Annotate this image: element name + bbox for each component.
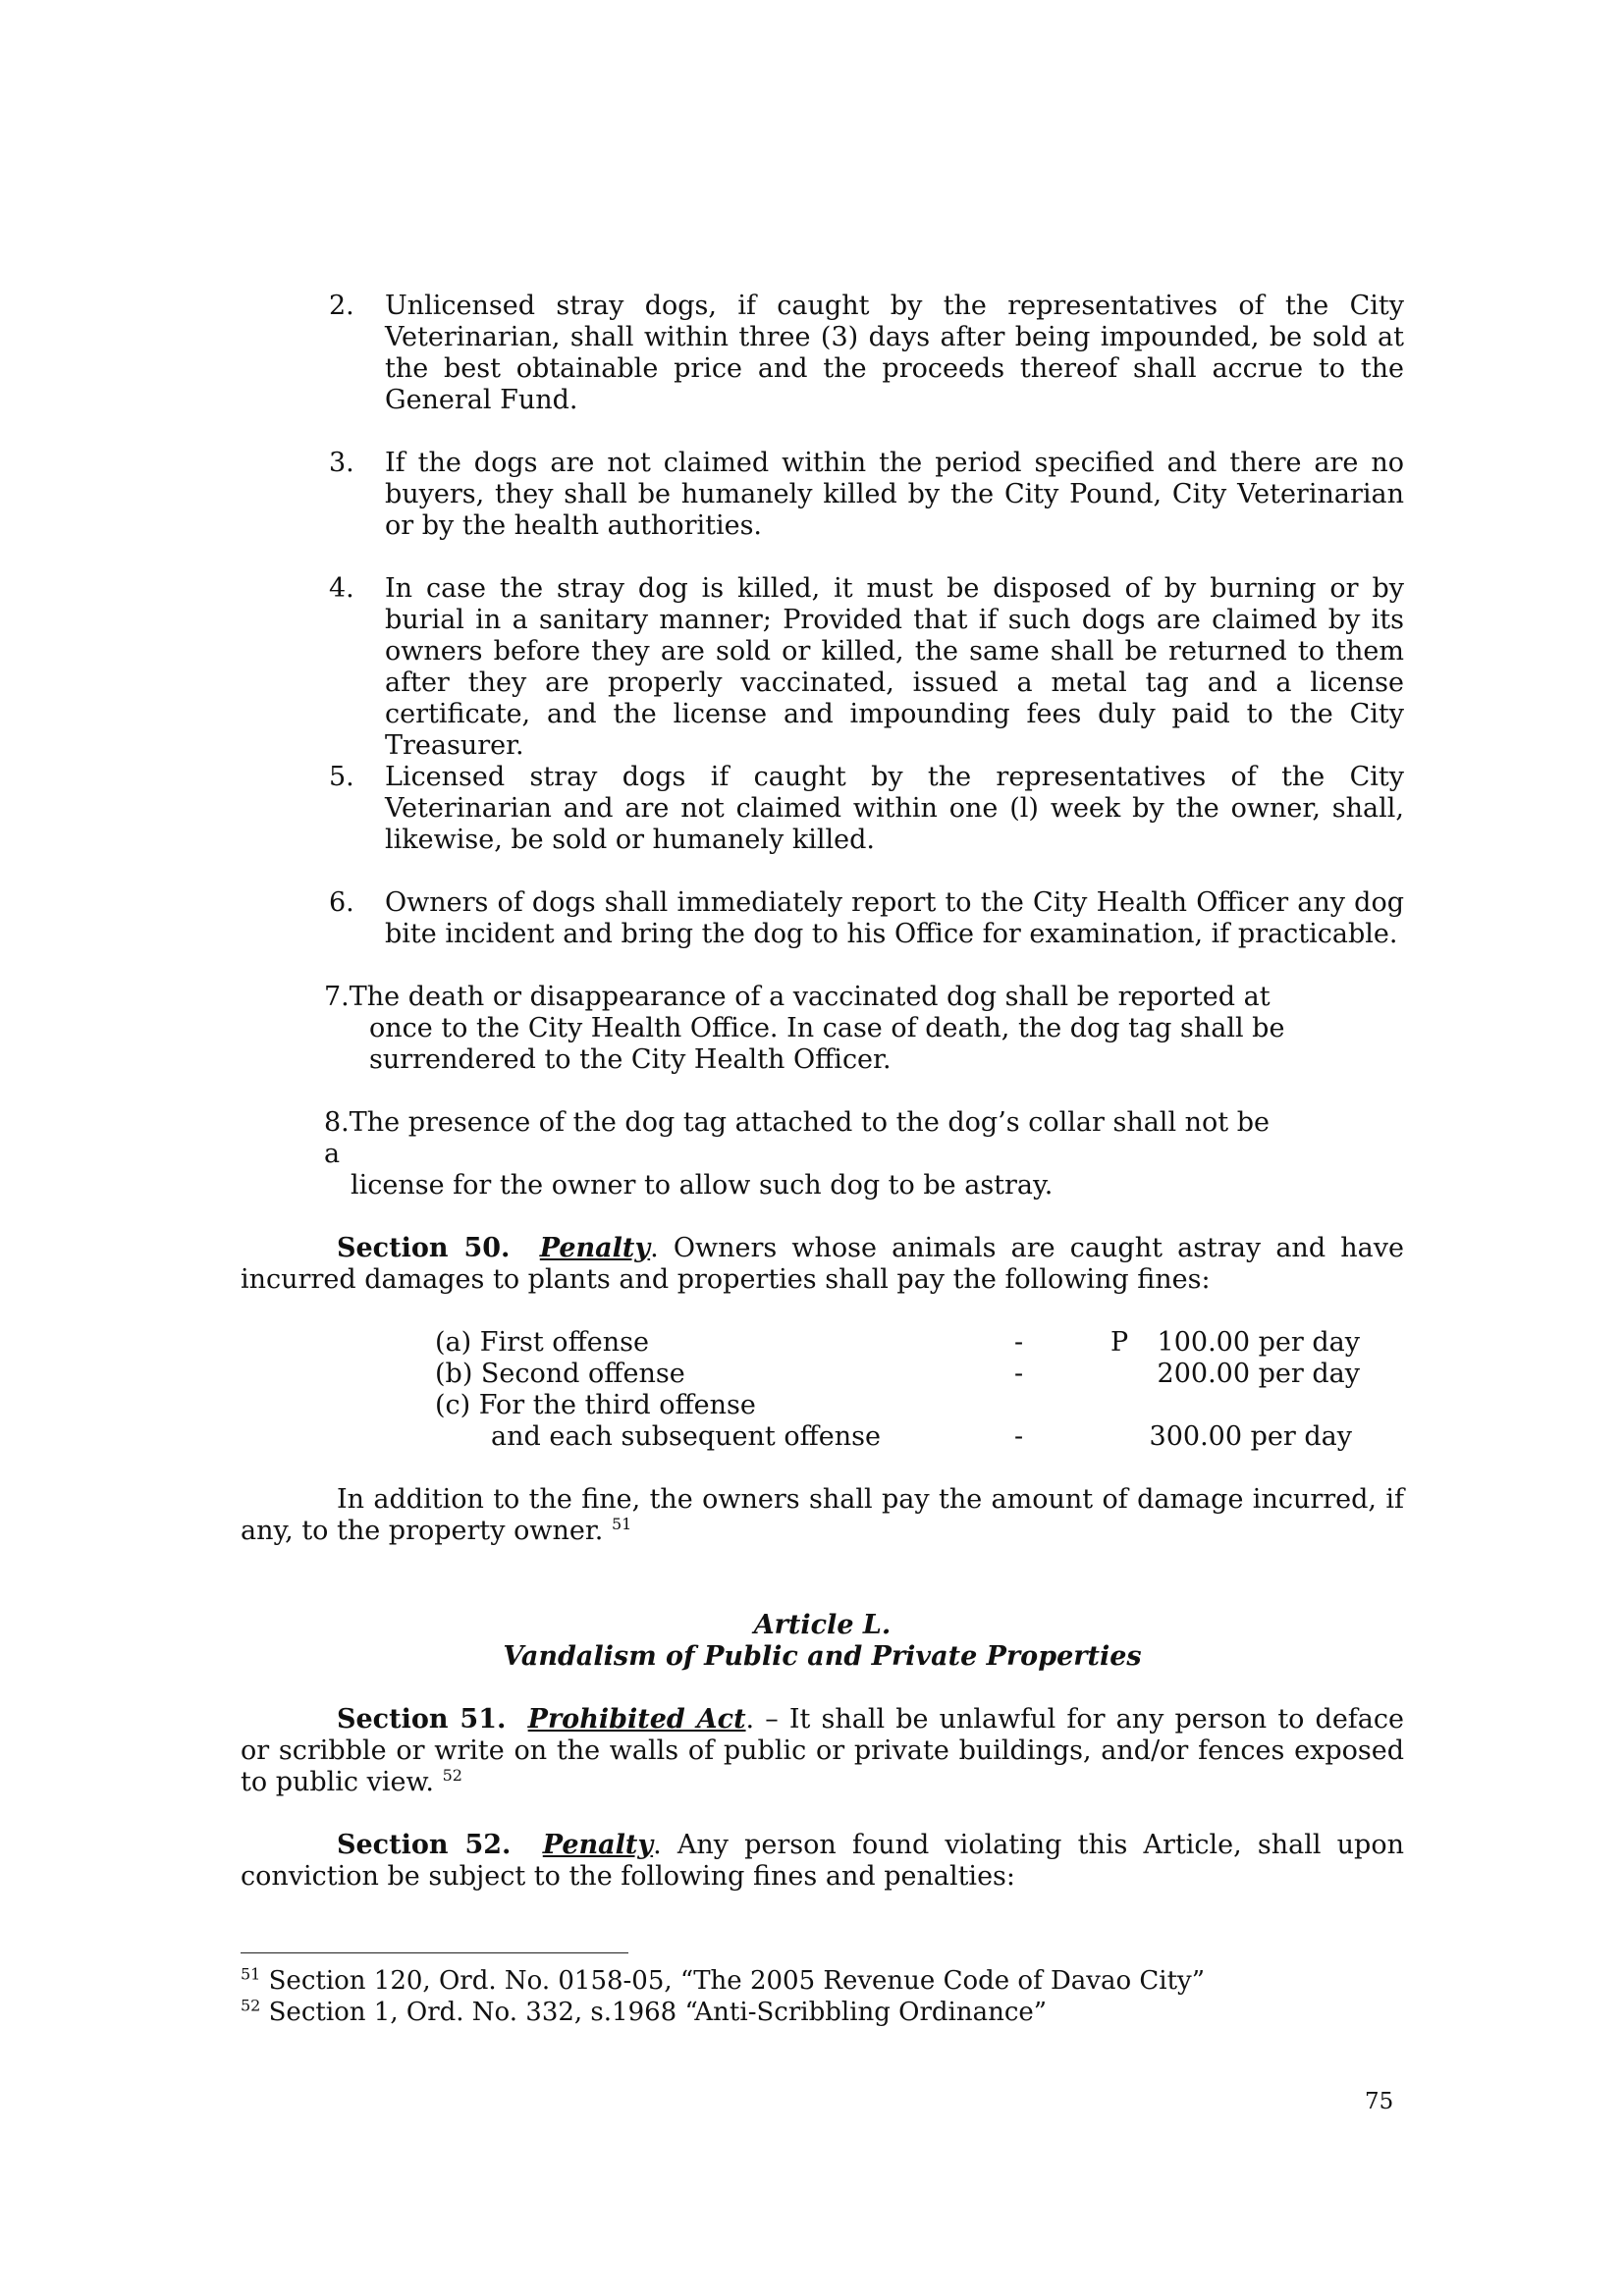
section-51-text: . – It shall be unlawful for any person to deface or scribble or write on the walls of public or private buildings, and/or fences exposed to public view. [241, 1704, 1404, 1797]
fine-dash: - [1014, 1327, 1024, 1358]
section-51-label: Section 51. [337, 1704, 507, 1735]
fine-dash: - [1014, 1359, 1024, 1389]
fine-label: (c) For the third offense [435, 1390, 756, 1420]
list-text: If the dogs are not claimed within the period specified and there are no buyers, they shall be humanely killed by the City Pound, City Veterinarian or by the health authorities. [385, 448, 1404, 541]
section-50-label: Section 50. [337, 1233, 511, 1263]
list-item-7 [324, 982, 1286, 1076]
footnote-number: 51 [241, 1964, 261, 1984]
item8-line2: license for the owner to allow such dog to be astray. [351, 1170, 1054, 1201]
section-52-text: . Any person found violating this Article, shall upon conviction be subject to the following fines and penalties: [241, 1830, 1404, 1892]
item8-line1: 8.The presence of the dog tag attached to the dog’s collar shall not be a [324, 1107, 1270, 1169]
section-52-title: Penalty [542, 1830, 654, 1860]
fine-dash: - [1014, 1421, 1024, 1452]
list-text: Licensed stray dogs if caught by the representatives of the City Veterinarian and are not claimed within one (l) week by the owner, shall, likewise, be sold or humanely killed. [385, 762, 1404, 855]
section-51 [241, 1704, 1404, 1798]
footnote-text: Section 1, Ord. No. 332, s.1968 “Anti-Scribbling Ordinance” [260, 1998, 1048, 2027]
footnote-number: 52 [241, 1996, 261, 2015]
footnote [241, 1997, 1404, 2028]
list-number: 6. [329, 887, 354, 918]
fine-amount: 100.00 per day [1157, 1327, 1360, 1358]
section-51-title: Prohibited Act [527, 1704, 746, 1735]
fine-amount: 200.00 per day [1157, 1359, 1360, 1389]
list-item [329, 762, 1404, 856]
fine-row [435, 1390, 1378, 1421]
article-number: Article L. [753, 1610, 892, 1640]
list-item [329, 291, 1404, 416]
section-50-title: Penalty [539, 1233, 651, 1263]
list-item [329, 887, 1404, 950]
list-number: 5. [329, 762, 354, 792]
footnote [241, 1965, 1404, 1997]
section-50-text: . Owners whose animals are caught astray and have incurred damages to plants and properties shall pay the following fines: [241, 1233, 1404, 1295]
list-number: 2. [329, 291, 354, 321]
footnote-divider [241, 1952, 628, 1953]
footnote-text: Section 120, Ord. No. 0158-05, “The 2005 Revenue Code of Davao City” [260, 1966, 1206, 1996]
addition-paragraph [241, 1484, 1404, 1547]
section-52 [241, 1830, 1404, 1893]
fine-label: (b) Second offense [435, 1359, 685, 1389]
fine-currency: P [1110, 1327, 1129, 1358]
section-50 [241, 1233, 1404, 1296]
page-number: 75 [1365, 2089, 1394, 2114]
item7-line2: once to the City Health Office. In case of death, the dog tag shall be [369, 1013, 1285, 1043]
fine-row [435, 1327, 1378, 1359]
list-text: In case the stray dog is killed, it must be disposed of by burning or by burial in a sanitary manner; Provided that if such dogs are claimed by its owners before they are sold or killed, the same shall be returned to them after they are properly vaccinated, issued a metal tag and a license certificate, and the license and impounding fees duly paid to the City Treasurer. [385, 573, 1404, 761]
article-title: Vandalism of Public and Private Properties [503, 1641, 1142, 1672]
fine-row [435, 1359, 1378, 1390]
section-52-label: Section 52. [337, 1830, 512, 1860]
item7-line3: surrendered to the City Health Officer. [369, 1044, 892, 1075]
list-number: 3. [329, 448, 354, 478]
fine-amount: 300.00 per day [1149, 1421, 1352, 1452]
footnote-ref: 52 [442, 1766, 462, 1785]
fine-row [435, 1421, 1378, 1453]
fine-label: (a) First offense [435, 1327, 649, 1358]
addition-text: In addition to the fine, the owners shall pay the amount of damage incurred, if any, to the property owner. [241, 1484, 1404, 1546]
list-text: Owners of dogs shall immediately report to the City Health Officer any dog bite incident and bring the dog to his Office for examination, if practicable. [385, 887, 1404, 949]
article-heading [241, 1610, 1404, 1673]
fine-label: and each subsequent offense [491, 1421, 881, 1452]
list-number: 4. [329, 573, 354, 604]
fines-table [435, 1327, 1378, 1453]
list-item-8 [324, 1107, 1286, 1201]
list-text: Unlicensed stray dogs, if caught by the representatives of the City Veterinarian, shall within three (3) days after being impounded, be sold at the best obtainable price and the proceeds thereof shall accrue to the General Fund. [385, 291, 1404, 415]
item7-line1: 7.The death or disappearance of a vaccinated dog shall be reported at [324, 982, 1271, 1012]
list-item [329, 573, 1404, 762]
list-item [329, 448, 1404, 542]
footnote-ref: 51 [611, 1515, 632, 1533]
